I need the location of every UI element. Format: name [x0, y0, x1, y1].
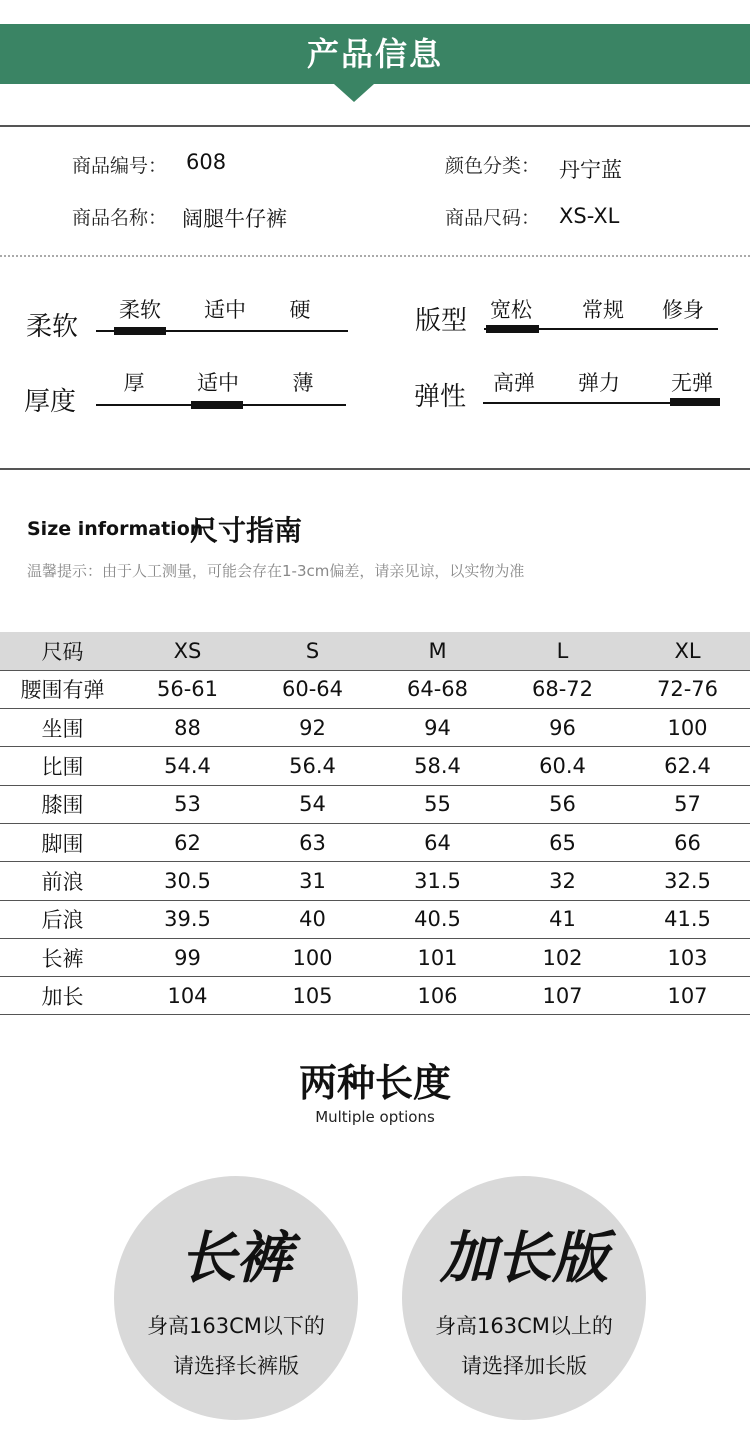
fit-option: 常规: [582, 298, 624, 322]
table-cell: 64-68: [375, 670, 500, 708]
table-cell: 57: [625, 785, 750, 823]
product-name-value: 阔腿牛仔裤: [182, 207, 287, 231]
table-cell: 54.4: [125, 747, 250, 785]
table-cell: 前浪: [0, 862, 125, 900]
table-cell: 脚围: [0, 823, 125, 861]
product-code-label: 商品编号：: [72, 155, 168, 177]
table-row: [0, 785, 750, 823]
table-cell: 63: [250, 823, 375, 861]
thickness-selected-marker: [191, 401, 243, 409]
table-cell: 54: [250, 785, 375, 823]
table-cell: 99: [125, 938, 250, 976]
regular-length-badge: [114, 1176, 358, 1420]
table-cell: 40: [250, 900, 375, 938]
thickness-option: 薄: [292, 371, 314, 395]
table-cell: 100: [250, 938, 375, 976]
softness-selected-marker: [114, 327, 166, 335]
table-row: [0, 747, 750, 785]
table-cell: 41.5: [625, 900, 750, 938]
divider: [0, 468, 750, 470]
thickness-option: 厚: [123, 371, 145, 395]
table-cell: 106: [375, 977, 500, 1015]
table-cell: 39.5: [125, 900, 250, 938]
regular-length-line1: 身高163CM以下的: [147, 1314, 325, 1338]
softness-option: 硬: [289, 298, 311, 322]
table-cell: 88: [125, 709, 250, 747]
dotted-divider: [0, 255, 750, 257]
table-row: [0, 977, 750, 1015]
elasticity-selected-marker: [670, 398, 720, 406]
table-cell: 104: [125, 977, 250, 1015]
table-row: [0, 709, 750, 747]
table-cell: 比围: [0, 747, 125, 785]
table-header-cell: XL: [625, 632, 750, 670]
long-length-title: 加长版: [440, 1226, 608, 1291]
table-cell: 32.5: [625, 862, 750, 900]
table-cell: 66: [625, 823, 750, 861]
size-table: [0, 632, 750, 1015]
size-range-label: 商品尺码：: [445, 207, 541, 229]
table-row: [0, 938, 750, 976]
long-length-badge: [402, 1176, 646, 1420]
elasticity-title: 弹性: [414, 382, 467, 412]
table-cell: 31: [250, 862, 375, 900]
table-cell: 长裤: [0, 938, 125, 976]
table-cell: 53: [125, 785, 250, 823]
table-cell: 102: [500, 938, 625, 976]
page-title: 产品信息: [306, 35, 443, 73]
table-cell: 107: [625, 977, 750, 1015]
table-cell: 加长: [0, 977, 125, 1015]
fit-title: 版型: [415, 306, 468, 336]
softness-option: 柔软: [119, 298, 161, 322]
table-cell: 32: [500, 862, 625, 900]
table-header-cell: M: [375, 632, 500, 670]
table-cell: 64: [375, 823, 500, 861]
table-cell: 56: [500, 785, 625, 823]
product-code-value: 608: [186, 150, 227, 174]
table-row: [0, 823, 750, 861]
table-cell: 65: [500, 823, 625, 861]
table-row: [0, 670, 750, 708]
table-cell: 60.4: [500, 747, 625, 785]
table-row: [0, 862, 750, 900]
color-value: 丹宁蓝: [559, 158, 622, 182]
color-label: 颜色分类：: [445, 155, 541, 177]
lengths-title: 两种长度: [298, 1061, 451, 1105]
elasticity-option: 无弹: [671, 371, 713, 395]
softness-option: 适中: [204, 298, 246, 322]
table-cell: 62.4: [625, 747, 750, 785]
fit-selected-marker: [486, 325, 539, 333]
table-row: [0, 900, 750, 938]
long-length-line1: 身高163CM以上的: [435, 1314, 613, 1338]
table-cell: 72-76: [625, 670, 750, 708]
table-cell: 56.4: [250, 747, 375, 785]
table-cell: 56-61: [125, 670, 250, 708]
size-guide-title-cn: 尺寸指南: [190, 514, 303, 547]
table-cell: 101: [375, 938, 500, 976]
table-cell: 30.5: [125, 862, 250, 900]
table-cell: 坐围: [0, 709, 125, 747]
softness-title: 柔软: [26, 312, 79, 342]
table-cell: 41: [500, 900, 625, 938]
table-cell: 68-72: [500, 670, 625, 708]
table-cell: 62: [125, 823, 250, 861]
table-cell: 100: [625, 709, 750, 747]
table-cell: 107: [500, 977, 625, 1015]
table-cell: 105: [250, 977, 375, 1015]
table-cell: 后浪: [0, 900, 125, 938]
divider: [0, 125, 750, 127]
table-header-cell: S: [250, 632, 375, 670]
size-range-value: XS-XL: [559, 204, 620, 228]
table-cell: 92: [250, 709, 375, 747]
table-cell: 60-64: [250, 670, 375, 708]
regular-length-line2: 请选择长裤版: [173, 1354, 299, 1378]
thickness-option: 适中: [197, 371, 239, 395]
lengths-subtitle: Multiple options: [315, 1108, 435, 1126]
table-cell: 58.4: [375, 747, 500, 785]
thickness-title: 厚度: [24, 387, 77, 417]
table-cell: 94: [375, 709, 500, 747]
table-cell: 40.5: [375, 900, 500, 938]
table-cell: 96: [500, 709, 625, 747]
table-cell: 膝围: [0, 785, 125, 823]
fit-option: 宽松: [490, 298, 532, 322]
table-cell: 31.5: [375, 862, 500, 900]
size-guide-title-en: Size information: [27, 518, 204, 540]
regular-length-title: 长裤: [180, 1226, 292, 1291]
banner-arrow-icon: [334, 84, 374, 102]
table-cell: 腰围有弹: [0, 670, 125, 708]
table-header-cell: 尺码: [0, 632, 125, 670]
table-header-cell: L: [500, 632, 625, 670]
fit-option: 修身: [662, 298, 704, 322]
elasticity-option: 高弹: [493, 371, 535, 395]
table-header-cell: XS: [125, 632, 250, 670]
table-header-row: [0, 632, 750, 670]
table-cell: 103: [625, 938, 750, 976]
long-length-line2: 请选择加长版: [461, 1354, 587, 1378]
elasticity-option: 弹力: [578, 371, 620, 395]
table-cell: 55: [375, 785, 500, 823]
product-name-label: 商品名称：: [72, 207, 168, 229]
size-guide-tip: 温馨提示：由于人工测量，可能会存在1-3cm偏差，请亲见谅，以实物为准: [27, 562, 525, 580]
